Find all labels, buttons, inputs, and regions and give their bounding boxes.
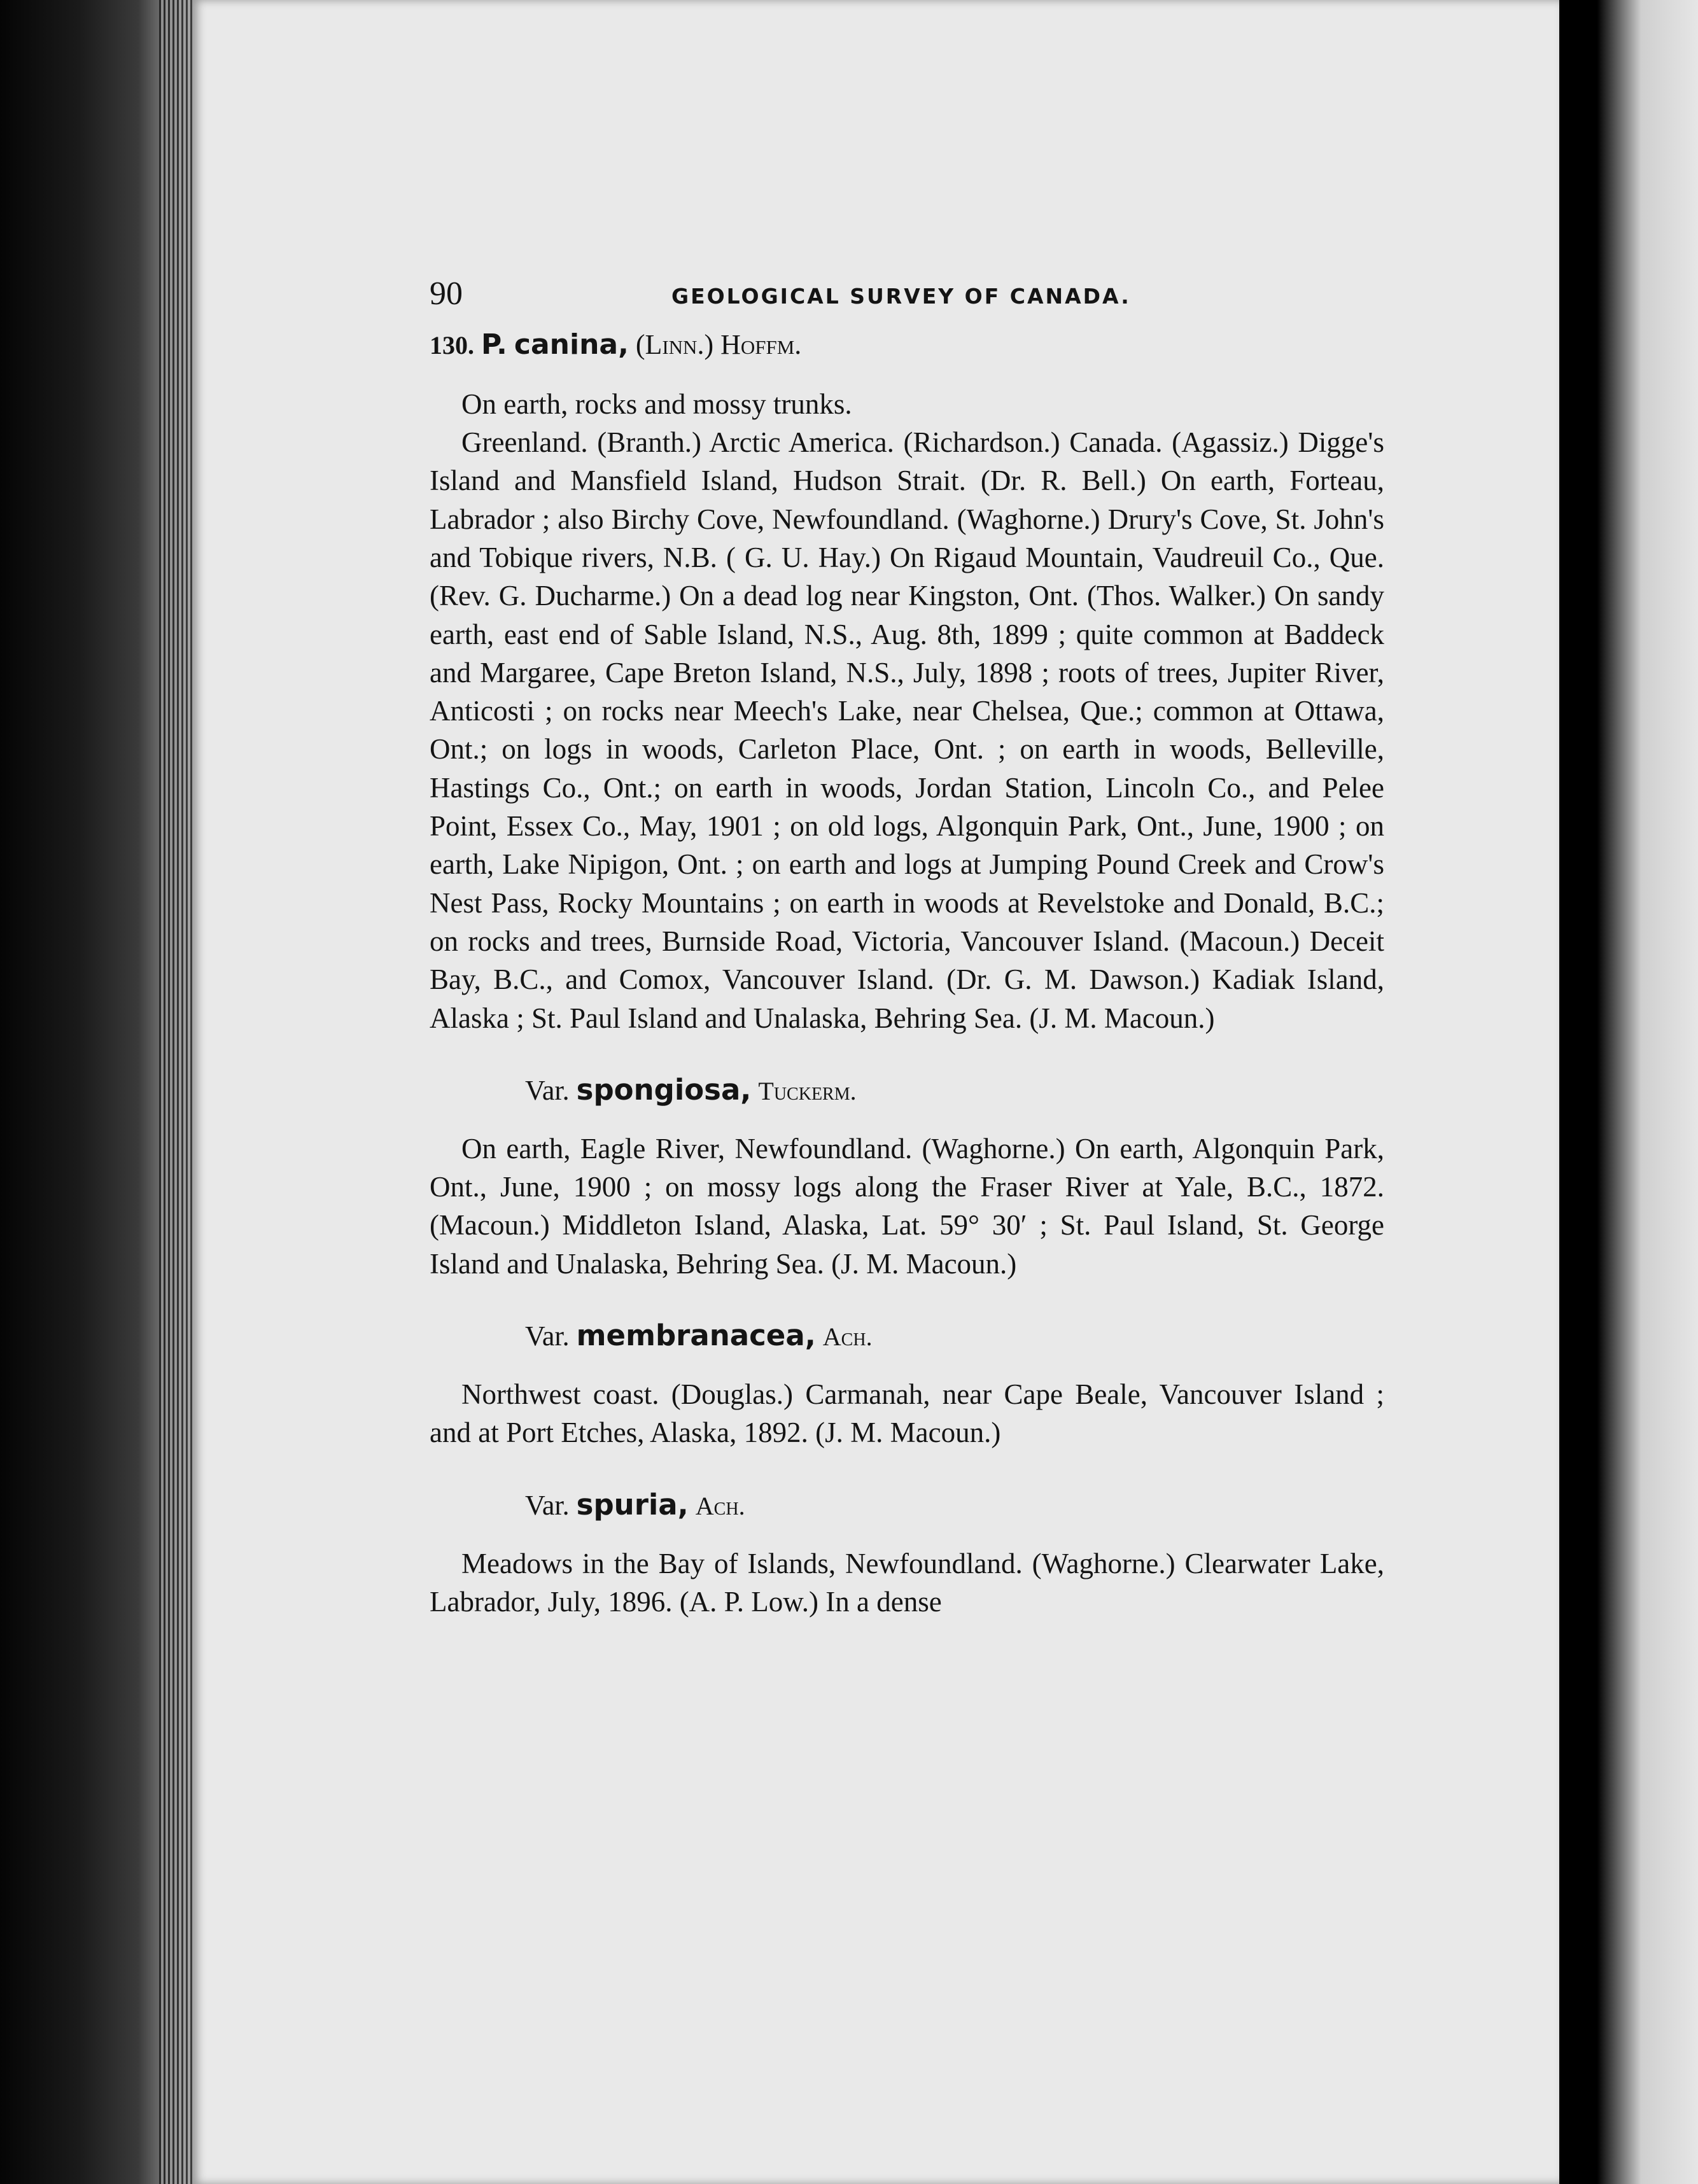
entry-habitat: On earth, rocks and mossy trunks. [461,388,852,420]
running-title: GEOLOGICAL SURVEY OF CANADA. [671,284,1131,309]
variety-text: On earth, Eagle River, Newfoundland. (Waghorne.) On earth, Algonquin Park, Ont., June, 1900 ; on mossy logs along the Fraser River at Yale, B.C., 1872. (Macoun.) Middleton Island, Alaska, Lat. 59° 30′ ; St. Paul Island, St. George Island and Unalaska, Behring Sea. (J. M. Macoun.) [430,1132,1384,1280]
variety-prefix: Var. [525,1489,570,1521]
entry-heading [430,328,1384,362]
variety-prefix: Var. [525,1320,570,1352]
entry-number: 130. [430,331,474,360]
running-head [430,267,1384,325]
variety-authority: Ach. [695,1491,745,1520]
page-edges [159,0,197,2184]
entry-authority: (Linn.) Hoffm. [635,329,802,360]
entry-localities: Greenland. (Branth.) Arctic America. (Richardson.) Canada. (Agassiz.) Digge's Island and Mansfield Island, Hudson Strait. (Dr. R. Bell.) On earth, Forteau, Labrador ; also Birchy Cove, Newfoundland. (Waghorne.) Drury's Cove, St. John's and Tobique rivers, N.B. ( G. U. Hay.) On Rigaud Mountain, Vaudreuil Co., Que. (Rev. G. Ducharme.) On a dead log near Kingston, Ont. (Thos. Walker.) On sandy earth, east end of Sable Island, N.S., Aug. 8th, 1899 ; quite common at Baddeck and Margaree, Cape Breton Island, N.S., July, 1898 ; roots of trees, Jupiter River, Anticosti ; on rocks near Meech's Lake, near Chelsea, Que.; common at Ottawa, Ont.; on logs in woods, Carleton Place, Ont. ; on earth in woods, Belleville, Hastings Co., Ont.; on earth in woods, Jordan Station, Lincoln Co., and Pelee Point, Essex Co., May, 1901 ; on old logs, Algonquin Park, Ont., June, 1900 ; on earth, Lake Nipigon, Ont. ; on earth and logs at Jumping Pound Creek and Crow's Nest Pass, Rocky Mountains ; on earth in woods at Revelstoke and Donald, B.C.; on rocks and trees, Burnside Road, Victoria, Vancouver Island. (Macoun.) Deceit Bay, B.C., and Comox, Vancouver Island. (Dr. G. M. Dawson.) Kadiak Island, Alaska ; St. Paul Island and Unalaska, Behring Sea. (J. M. Macoun.) [430,426,1384,1034]
variety-authority: Tuckerm. [758,1076,857,1105]
entry-genus: P. [481,328,507,361]
entry-species: canina, [514,328,629,361]
variety-text: Northwest coast. (Douglas.) Carmanah, near Cape Beale, Vancouver Island ; and at Port Etches, Alaska, 1892. (J. M. Macoun.) [430,1378,1384,1449]
adjacent-page-edge [1572,0,1698,2184]
variety-name: spuria, [576,1487,689,1522]
variety-heading [525,1488,1384,1522]
variety-name: membranacea, [576,1319,816,1353]
variety-text: Meadows in the Bay of Islands, Newfoundland. (Waghorne.) Clearwater Lake, Labrador, July, 1896. (A. P. Low.) In a dense [430,1547,1384,1618]
variety-name: spongiosa, [576,1072,752,1107]
page-content [430,267,1384,1621]
variety-heading [525,1073,1384,1107]
variety-heading [525,1319,1384,1352]
variety-authority: Ach. [822,1322,873,1352]
page-number: 90 [430,276,463,312]
variety-prefix: Var. [525,1074,570,1106]
